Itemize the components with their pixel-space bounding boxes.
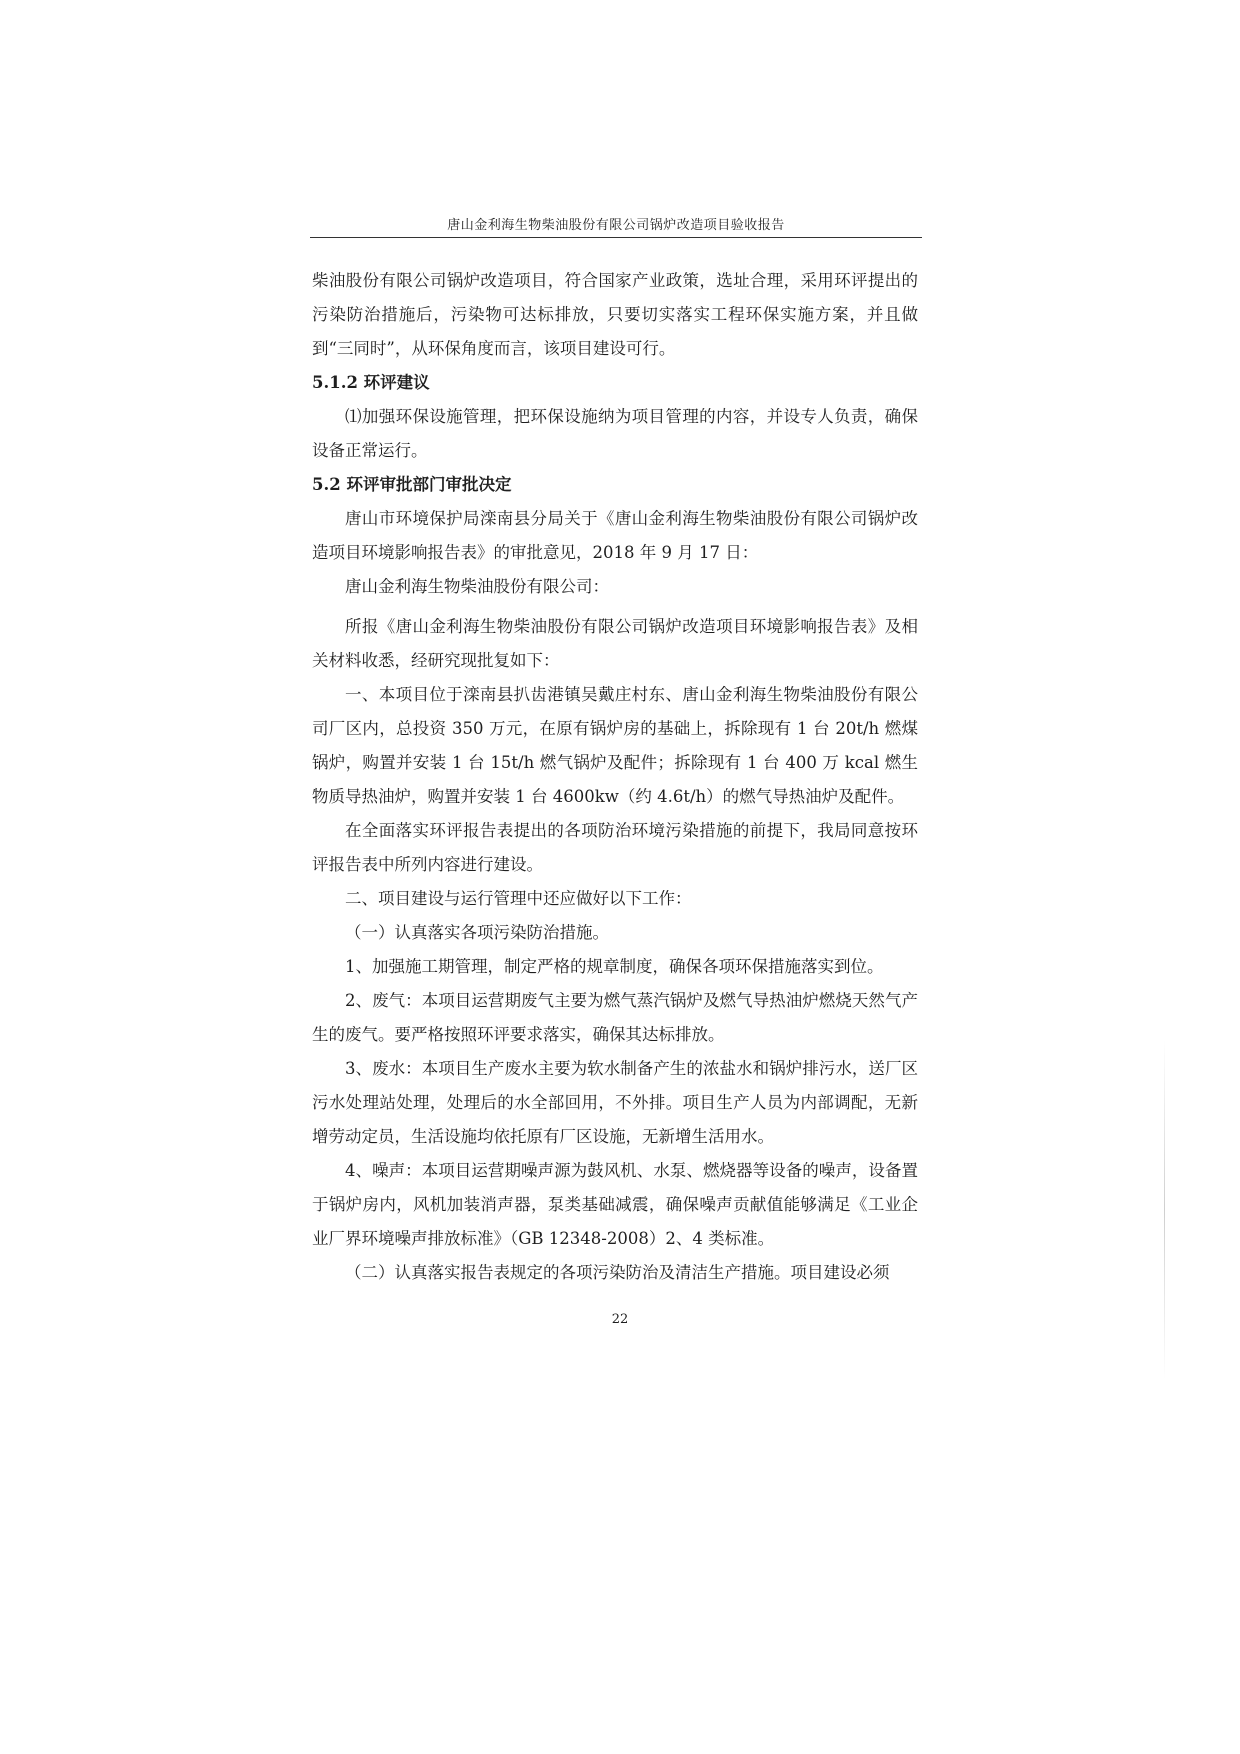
paragraph: 所报《唐山金利海生物柴油股份有限公司锅炉改造项目环境影响报告表》及相关材料收悉，经研究现批复如下： xyxy=(312,617,918,670)
paragraph: 4、噪声：本项目运营期噪声源为鼓风机、水泵、燃烧器等设备的噪声，设备置于锅炉房内，风机加装消声器，泵类基础减震，确保噪声贡献值能够满足《工业企业厂界环境噪声排放标准》（GB 12348-2008）2、4 类标准。 xyxy=(312,1161,918,1248)
section-heading: 5.1.2 环评建议 xyxy=(312,373,430,392)
paragraph: 二、项目建设与运行管理中还应做好以下工作： xyxy=(345,889,692,908)
page-number: 22 xyxy=(611,1312,629,1327)
paragraph: ⑴加强环保设施管理，把环保设施纳为项目管理的内容，并设专人负责，确保设备正常运行。 xyxy=(312,407,918,460)
running-header: 唐山金利海生物柴油股份有限公司锅炉改造项目验收报告 xyxy=(447,218,785,233)
paragraph: （二）认真落实报告表规定的各项污染防治及清洁生产措施。项目建设必须 xyxy=(345,1263,890,1282)
paragraph: 唐山市环境保护局滦南县分局关于《唐山金利海生物柴油股份有限公司锅炉改造项目环境影响报告表》的审批意见，2018 年 9 月 17 日： xyxy=(312,509,918,562)
paragraph: 1、加强施工期管理，制定严格的规章制度，确保各项环保措施落实到位。 xyxy=(345,957,884,976)
paragraph: 在全面落实环评报告表提出的各项防治环境污染措施的前提下，我局同意按环评报告表中所列内容进行建设。 xyxy=(312,821,918,874)
section-heading: 5.2 环评审批部门审批决定 xyxy=(312,475,512,494)
scan-edge-mark xyxy=(1164,1040,1165,1380)
paragraph: 柴油股份有限公司锅炉改造项目，符合国家产业政策，选址合理，采用环评提出的污染防治措施后，污染物可达标排放，只要切实落实工程环保实施方案，并且做到“三同时”，从环保角度而言，该项目建设可行。 xyxy=(312,271,918,358)
paragraph: （一）认真落实各项污染防治措施。 xyxy=(345,923,609,942)
header-divider xyxy=(310,237,922,238)
paragraph: 唐山金利海生物柴油股份有限公司： xyxy=(345,577,609,596)
body-text xyxy=(312,264,918,1290)
paragraph: 2、废气：本项目运营期废气主要为燃气蒸汽锅炉及燃气导热油炉燃烧天然气产生的废气。要严格按照环评要求落实，确保其达标排放。 xyxy=(312,991,918,1044)
paragraph: 3、废水：本项目生产废水主要为软水制备产生的浓盐水和锅炉排污水，送厂区污水处理站处理，处理后的水全部回用，不外排。项目生产人员为内部调配，无新增劳动定员，生活设施均依托原有厂区设施，无新增生活用水。 xyxy=(312,1059,918,1146)
paragraph: 一、本项目位于滦南县扒齿港镇吴戴庄村东、唐山金利海生物柴油股份有限公司厂区内，总投资 350 万元，在原有锅炉房的基础上，拆除现有 1 台 20t/h 燃煤锅炉，购置并安装 1 台 15t/h 燃气锅炉及配件；拆除现有 1 台 400 万 kcal 燃生物质导热油炉，购置并安装 1 台 4600kw（约 4.6t/h）的燃气导热油炉及配件。 xyxy=(312,685,918,806)
